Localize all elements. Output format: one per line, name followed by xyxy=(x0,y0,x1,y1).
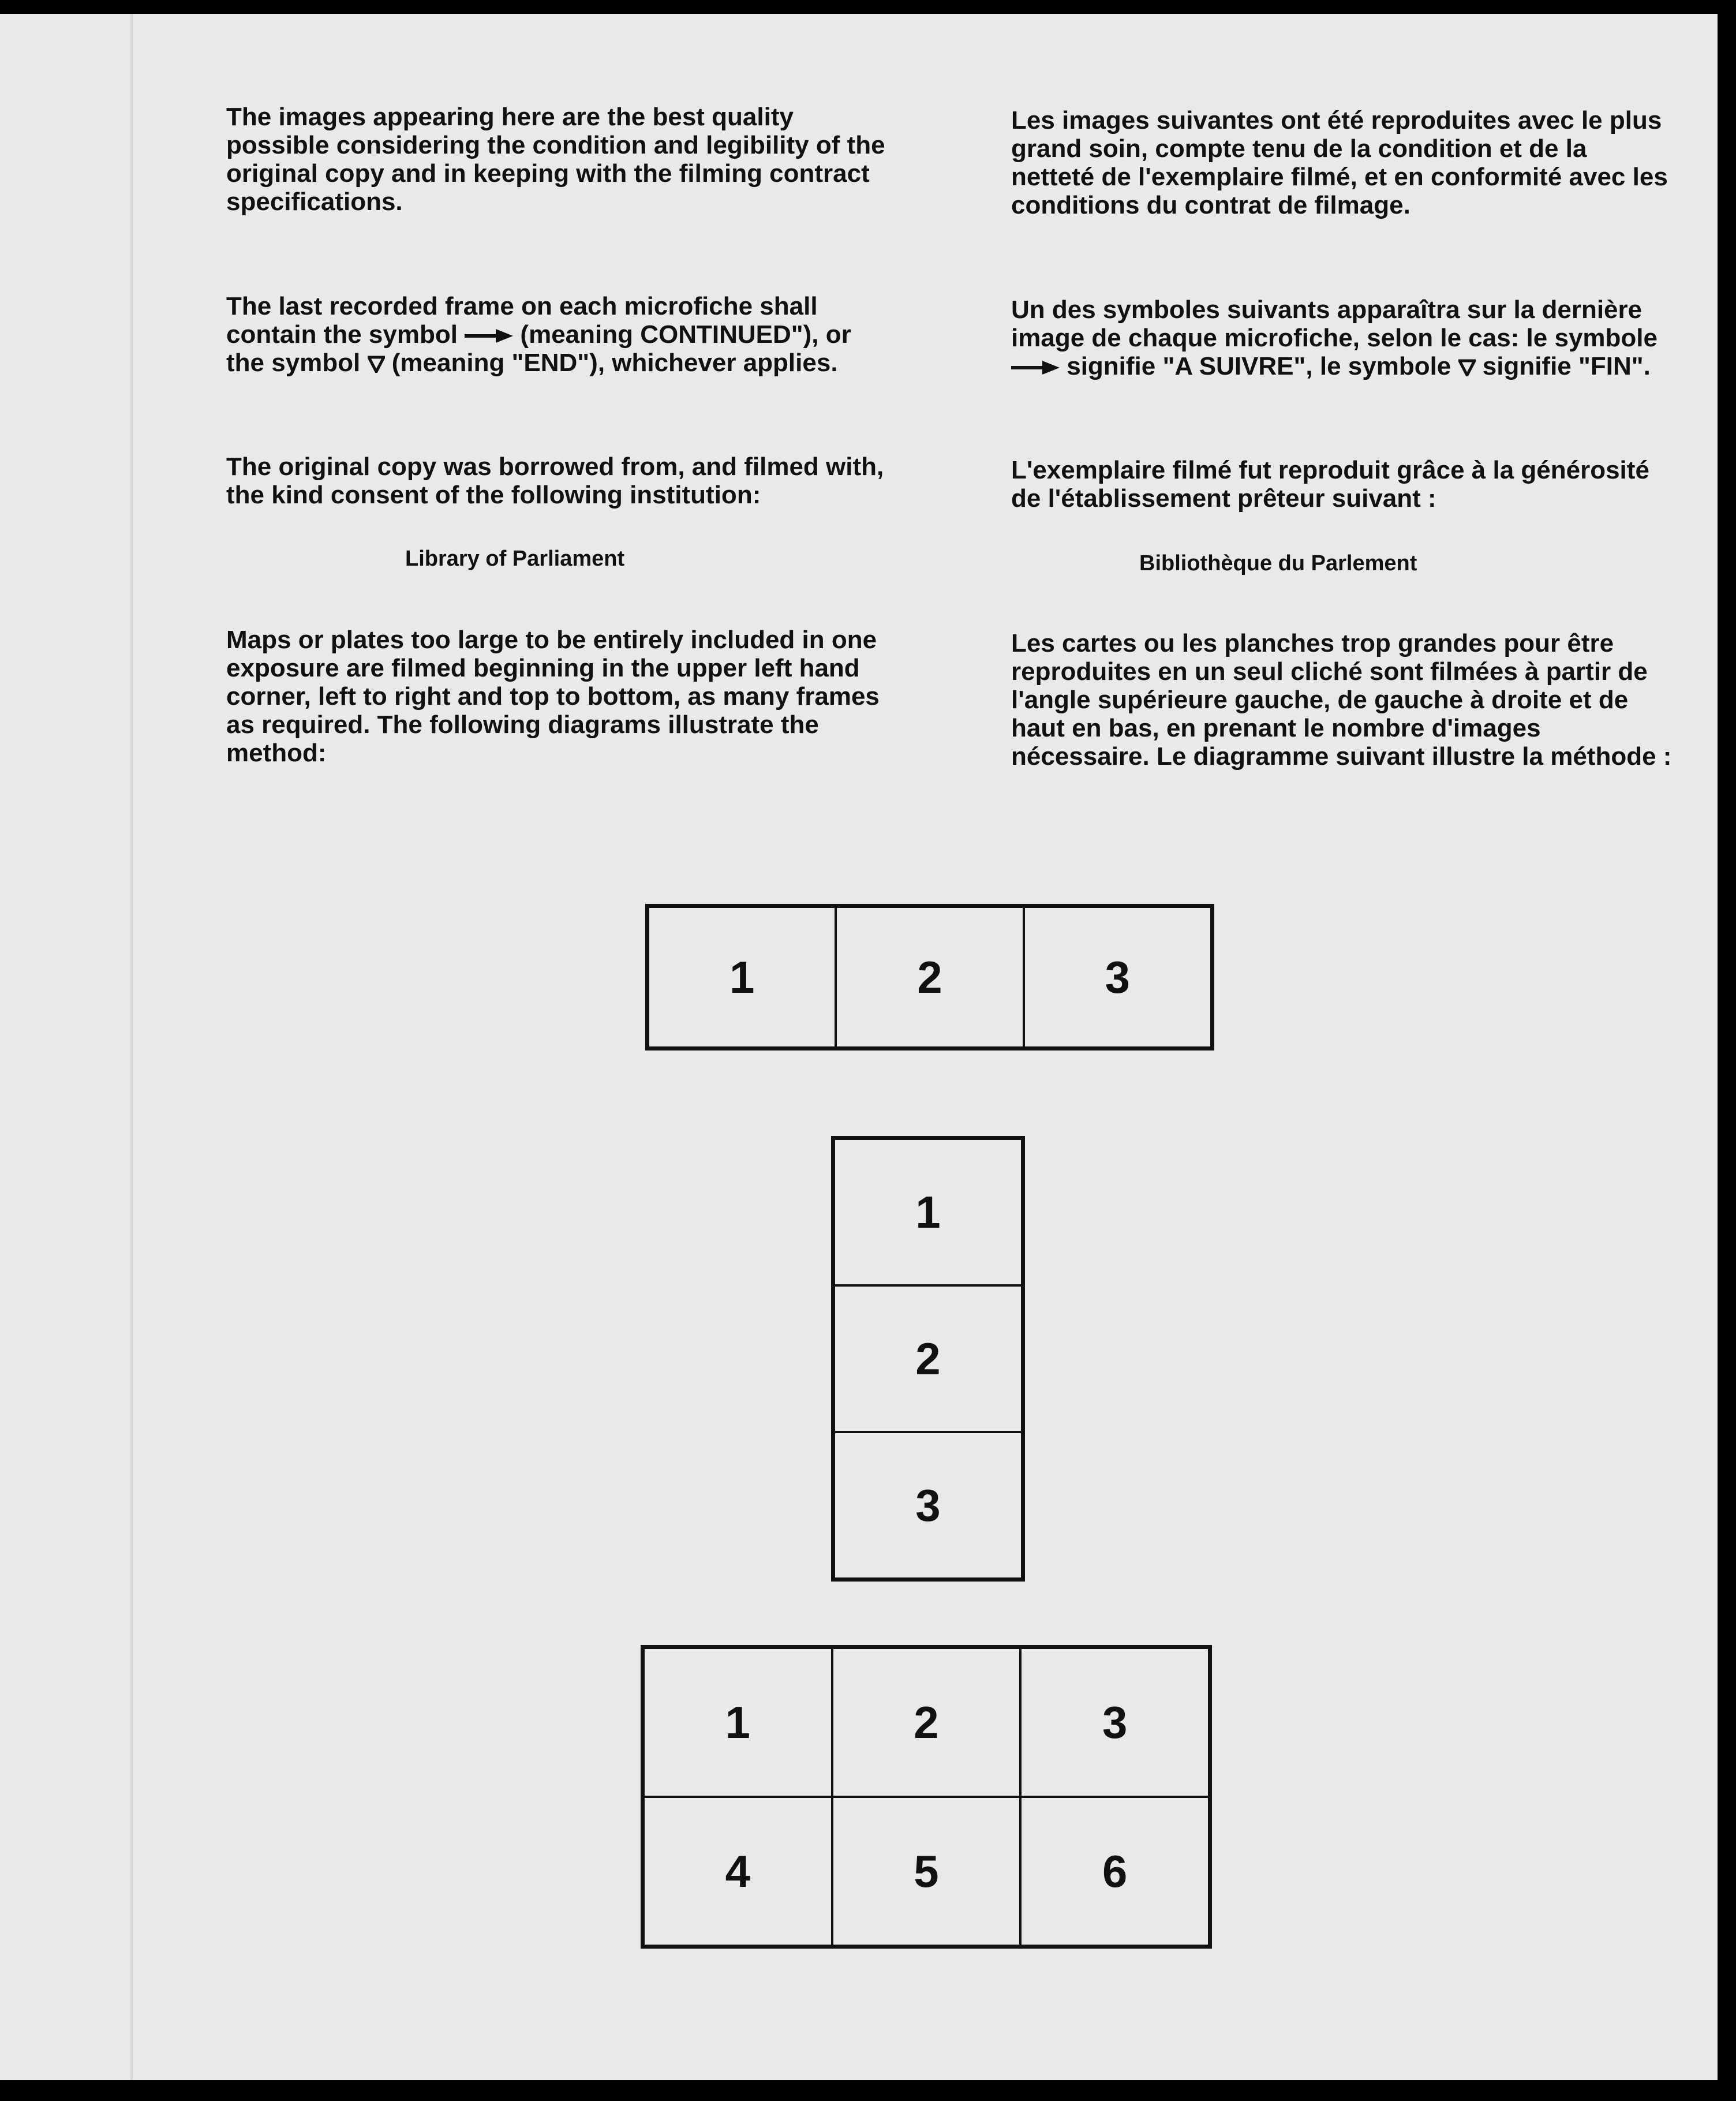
en-symbol-text-d: (meaning "END"), whichever applies. xyxy=(391,349,838,377)
diagram-frame: 2 xyxy=(832,1648,1021,1797)
diagram-frame: 6 xyxy=(1020,1797,1209,1946)
en-institution-name: Library of Parliament xyxy=(405,547,625,571)
fr-symbol-text-b: signifie "A SUIVRE", le symbole xyxy=(1067,352,1451,380)
diagram-frame: 3 xyxy=(834,1432,1022,1579)
en-symbol-text-c: or the symbol xyxy=(226,320,851,377)
fr-maps-paragraph: Les cartes ou les planches trop grandes pour être reproduites en un seul cliché sont filmées à partir de l'angle supérieure gauche, de gauche à droite et de haut en bas, en prenant le nombre d'images nécessaire. Le diagramme suivant illustre la méthode : xyxy=(1011,629,1672,771)
en-symbol-text-b: (meaning CONTINUED"), xyxy=(520,320,819,349)
diagram-frame: 2 xyxy=(834,1285,1022,1432)
film-edge-right xyxy=(1718,0,1736,2101)
en-institution-paragraph: The original copy was borrowed from, and filmed with, the kind consent of the following institution: xyxy=(226,453,884,509)
diagram-frame: 1 xyxy=(834,1139,1022,1285)
diagram-frame: 3 xyxy=(1024,907,1211,1048)
en-quality-paragraph: The images appearing here are the best quality possible considering the condition and legibility of the original copy and in keeping with the filming contract specifications. xyxy=(226,103,885,216)
diagram-frame: 3 xyxy=(1020,1648,1209,1797)
en-symbol-paragraph xyxy=(226,292,890,377)
diagram-frame: 1 xyxy=(648,907,836,1048)
film-edge-bottom xyxy=(0,2080,1736,2101)
diagram-frame: 1 xyxy=(643,1648,832,1797)
diagram-grid-six xyxy=(641,1645,1212,1949)
end-triangle-icon xyxy=(368,356,385,373)
microfiche-target-page xyxy=(0,14,1718,2080)
fr-symbol-text-c: signifie "FIN". xyxy=(1482,352,1651,380)
fr-quality-paragraph: Les images suivantes ont été reproduites avec le plus grand soin, compte tenu de la condition et de la netteté de l'exemplaire filmé, et en conformité avec les conditions du contrat de filmage. xyxy=(1011,106,1668,219)
en-symbol-text-a: The last recorded frame on each microfiche shall contain the symbol xyxy=(226,292,818,349)
page-fold-line xyxy=(130,14,133,2080)
diagram-frame: 4 xyxy=(643,1797,832,1946)
diagram-frame: 2 xyxy=(836,907,1023,1048)
fr-institution-name: Bibliothèque du Parlement xyxy=(1139,551,1417,575)
fr-institution-paragraph: L'exemplaire filmé fut reproduit grâce à la générosité de l'établissement prêteur suivant : xyxy=(1011,456,1649,513)
continued-arrow-icon xyxy=(465,329,513,343)
diagram-frame: 5 xyxy=(832,1797,1021,1946)
en-maps-paragraph: Maps or plates too large to be entirely included in one exposure are filmed beginning in the upper left hand corner, left to right and top to bottom, as many frames as required. The following diagrams illustrate the method: xyxy=(226,626,880,767)
continued-arrow-icon xyxy=(1011,361,1060,375)
diagram-column-three xyxy=(831,1136,1025,1582)
fr-symbol-text-a: Un des symboles suivants apparaîtra sur la dernière image de chaque microfiche, selon le cas: le symbole xyxy=(1011,296,1658,352)
fr-symbol-paragraph xyxy=(1011,296,1675,380)
end-triangle-icon xyxy=(1458,359,1476,376)
diagram-row-three xyxy=(645,904,1214,1050)
